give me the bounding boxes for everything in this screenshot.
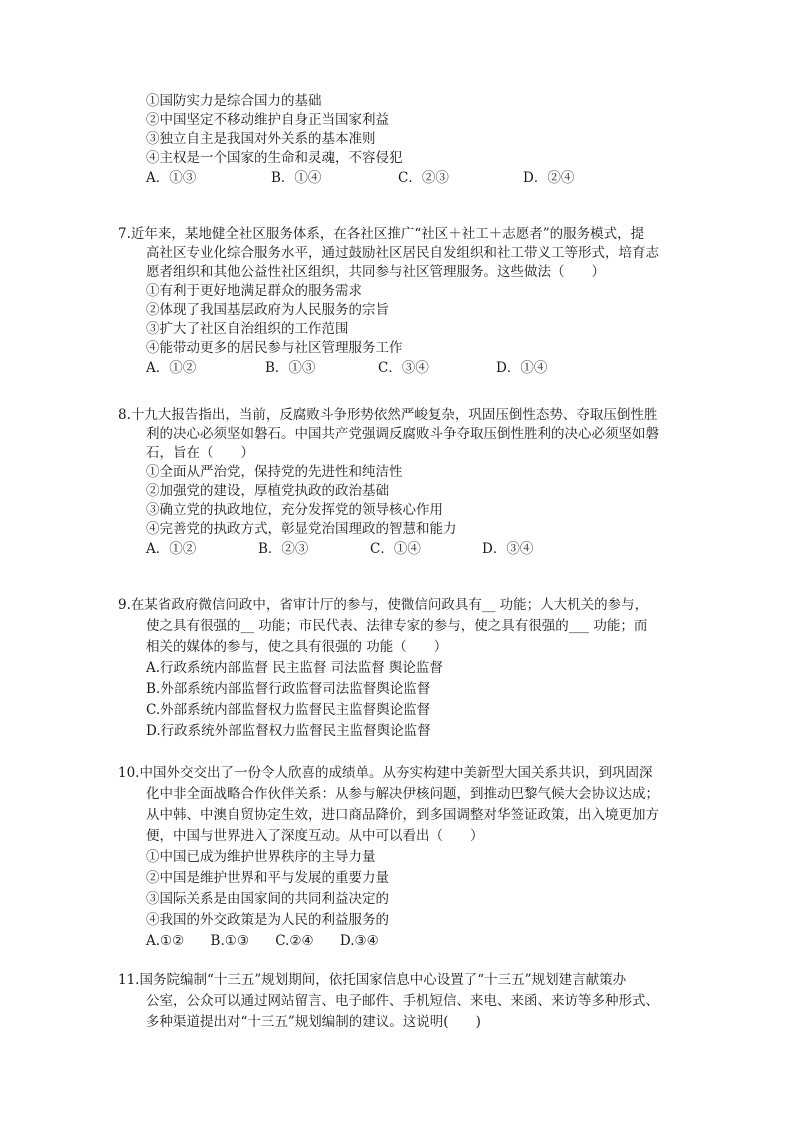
answer-choices (118, 931, 678, 951)
choice-d: D.③④ (339, 933, 379, 949)
choice-d: D．①④ (496, 360, 548, 376)
option: ③国际关系是由国家间的共同利益决定的 (146, 891, 389, 907)
question-stem: 化中非全面战略合作伙伴关系：从参与解决伊核问题，到推动巴黎气候大会协议达成； (146, 786, 659, 802)
choice-d: D．②④ (523, 170, 575, 186)
answer-choices (118, 358, 678, 378)
option: ②中国坚定不移动维护自身正当国家利益 (146, 112, 389, 128)
choice-c: C．③④ (378, 360, 429, 376)
option: ④能带动更多的居民参与社区管理服务工作 (146, 340, 403, 356)
question-stem: 多种渠道提出对“十三五”规划编制的建议。这说明( ) (146, 1014, 481, 1030)
option: ④主权是一个国家的生命和灵魂，不容侵犯 (146, 150, 403, 166)
question-11 (118, 970, 678, 1033)
question-stem: 8.十九大报告指出，当前，反腐败斗争形势依然严峻复杂，巩固压倒性态势、夺取压倒性胜 (118, 407, 658, 423)
question-stem: 11.国务院编制“十三五”规划期间，依托国家信息中心设置了“十三五”规划建言献策办 (118, 972, 627, 988)
question-stem: 9.在某省政府微信问政中，省审计厅的参与，使微信问政具有__ 功能；人大机关的参与， (118, 597, 649, 613)
option: ②加强党的建设，厚植党执政的政治基础 (146, 483, 389, 499)
question-stem: 石，旨在（ ） (146, 445, 254, 461)
option: A.行政系统内部监督 民主监督 司法监督 舆论监督 (146, 660, 443, 676)
question-stem: 利的决心必须坚如磐石。中国共产党强调反腐败斗争夺取压倒性胜利的决心必须坚如磐 (146, 426, 659, 442)
option: C.外部系统内部监督权力监督民主监督舆论监督 (146, 702, 431, 718)
question-stem: 使之具有很强的__ 功能；市民代表、法律专家的参与，使之具有很强的___ 功能；而 (146, 618, 648, 634)
choice-c: C.②④ (275, 933, 314, 949)
choice-c: C．②③ (398, 170, 449, 186)
question-stem: 从中韩、中澳自贸协定生效，进口商品降价，到多国调整对华签证政策，出入境更加方 (146, 807, 659, 823)
answer-choices (118, 539, 678, 559)
choice-a: A．①② (146, 541, 197, 557)
option: ②中国是维护世界和平与发展的重要力量 (146, 870, 389, 886)
choice-b: B.①③ (210, 933, 249, 949)
question-9 (118, 595, 678, 742)
choice-b: B．①③ (265, 360, 316, 376)
question-stem: 7.近年来，某地健全社区服务体系，在各社区推广“社区＋社工＋志愿者”的服务模式，提 (118, 226, 645, 242)
option: ③确立党的执政地位，充分发挥党的领导核心作用 (146, 502, 443, 518)
option: ④完善党的执政方式，彰显党治国理政的智慧和能力 (146, 521, 457, 537)
choice-a: A.①② (146, 933, 185, 949)
option: D.行政系统外部监督权力监督民主监督舆论监督 (146, 723, 431, 739)
answer-choices (118, 168, 678, 188)
question-stem: 相关的媒体的参与，使之具有很强的 功能（ ） (146, 639, 448, 655)
option: ①国防实力是综合国力的基础 (146, 93, 322, 109)
question-stem: 10.中国外交交出了一份令人欣喜的成绩单。从夯实构建中美新型大国关系共识，到巩固深 (118, 765, 653, 781)
choice-b: B．②③ (258, 541, 309, 557)
option: ③独立自主是我国对外关系的基本准则 (146, 131, 376, 147)
option: ①全面从严治党，保持党的先进性和纯洁性 (146, 464, 403, 480)
question-10 (118, 763, 678, 951)
question-stem: 公室，公众可以通过网站留言、电子邮件、手机短信、来电、来函、来访等多种形式、 (146, 993, 659, 1009)
question-6 (118, 92, 678, 188)
choice-b: B．①④ (271, 170, 322, 186)
option: ④我国的外交政策是为人民的利益服务的 (146, 912, 389, 928)
choice-d: D．③④ (482, 541, 534, 557)
option: ②体现了我国基层政府为人民服务的宗旨 (146, 302, 389, 318)
question-7 (118, 225, 678, 378)
option: B.外部系统内部监督行政监督司法监督舆论监督 (146, 681, 431, 697)
choice-c: C．①④ (370, 541, 421, 557)
choice-a: A．①② (146, 360, 197, 376)
question-stem: 便，中国与世界进入了深度互动。从中可以看出（ ） (146, 828, 484, 844)
option: ③扩大了社区自治组织的工作范围 (146, 321, 349, 337)
option: ①有利于更好地满足群众的服务需求 (146, 283, 362, 299)
option: ①中国已成为维护世界秩序的主导力量 (146, 849, 376, 865)
question-stem: 高社区专业化综合服务水平，通过鼓励社区居民自发组织和社工带义工等形式，培育志 (146, 245, 659, 261)
choice-a: A．①③ (146, 170, 197, 186)
question-8 (118, 406, 678, 559)
question-stem: 愿者组织和其他公益性社区组织，共同参与社区管理服务。这些做法（ ） (146, 264, 605, 280)
